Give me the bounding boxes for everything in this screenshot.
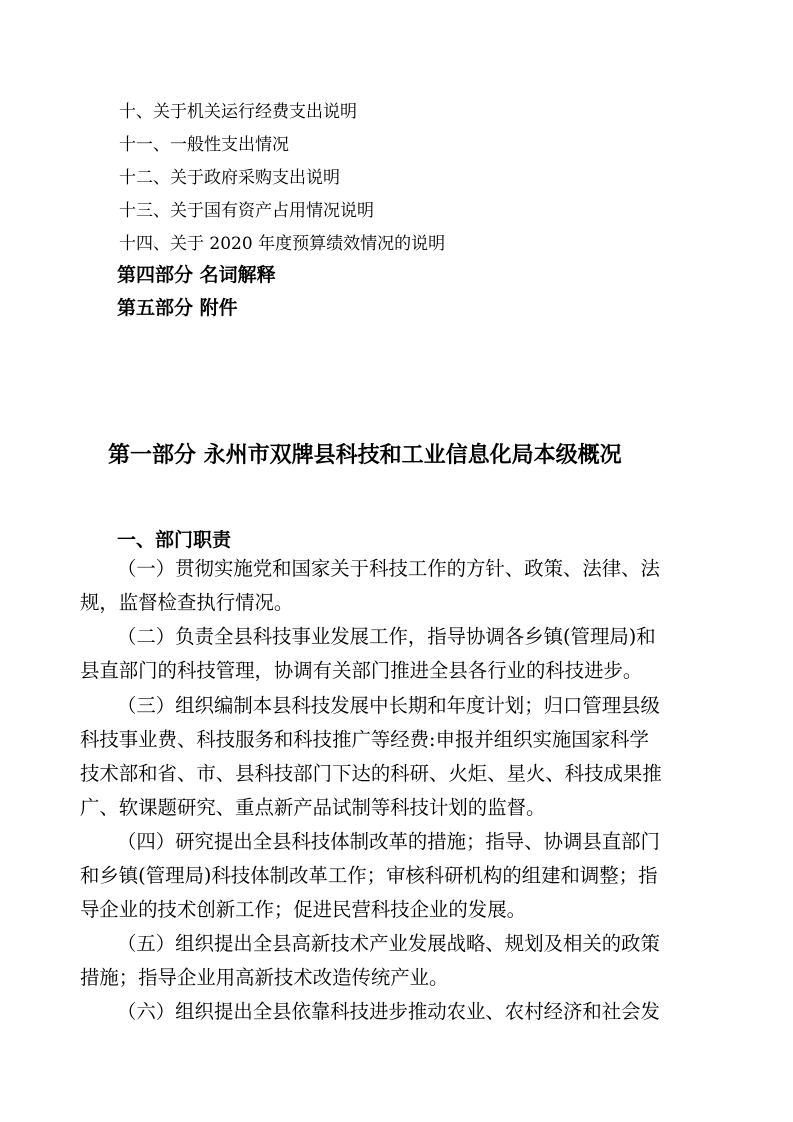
paragraph-line: 技术部和省、市、县科技部门下达的科研、火炬、星火、科技成果推 xyxy=(80,762,662,785)
paragraph-line: 科技事业费、科技服务和科技推广等经费:申报并组织实施国家科学 xyxy=(80,728,649,751)
toc-item: 十一、一般性支出情况 xyxy=(119,135,289,155)
toc-part: 第四部分 名词解释 xyxy=(117,264,276,286)
paragraph-line: 和乡镇(管理局)科技体制改革工作；审核科研机构的组建和调整；指 xyxy=(80,864,658,887)
paragraph-line: （五）组织提出全县高新技术产业发展战略、规划及相关的政策 xyxy=(117,932,660,955)
paragraph-line: （四）研究提出全县科技体制改革的措施；指导、协调县直部门 xyxy=(117,830,660,853)
paragraph-line: 县直部门的科技管理，协调有关部门推进全县各行业的科技进步。 xyxy=(80,659,643,682)
paragraph-line: （六）组织提出全县依靠科技进步推动农业、农村经济和社会发 xyxy=(117,1000,660,1023)
toc-item: 十、关于机关运行经费支出说明 xyxy=(119,102,357,122)
paragraph-line: （一）贯彻实施党和国家关于科技工作的方针、政策、法律、法 xyxy=(117,557,660,580)
toc-item: 十三、关于国有资产占用情况说明 xyxy=(119,201,374,221)
toc-item: 十二、关于政府采购支出说明 xyxy=(119,168,340,188)
paragraph-line: 导企业的技术创新工作；促进民营科技企业的发展。 xyxy=(80,898,526,921)
paragraph-line: 规，监督检查执行情况。 xyxy=(80,591,294,614)
paragraph-line: （二）负责全县科技事业发展工作，指导协调各乡镇(管理局)和 xyxy=(117,625,656,648)
toc-item: 十四、关于 2020 年度预算绩效情况的说明 xyxy=(119,234,446,254)
toc-part: 第五部分 附件 xyxy=(117,297,238,319)
section-heading: 一、部门职责 xyxy=(117,529,232,551)
paragraph-line: 措施；指导企业用高新技术改造传统产业。 xyxy=(80,966,449,989)
page-title: 第一部分 永州市双牌县科技和工业信息化局本级概况 xyxy=(108,442,622,468)
paragraph-line: 广、软课题研究、重点新产品试制等科技计划的监督。 xyxy=(80,796,546,819)
paragraph-line: （三）组织编制本县科技发展中长期和年度计划；归口管理县级 xyxy=(117,694,660,717)
